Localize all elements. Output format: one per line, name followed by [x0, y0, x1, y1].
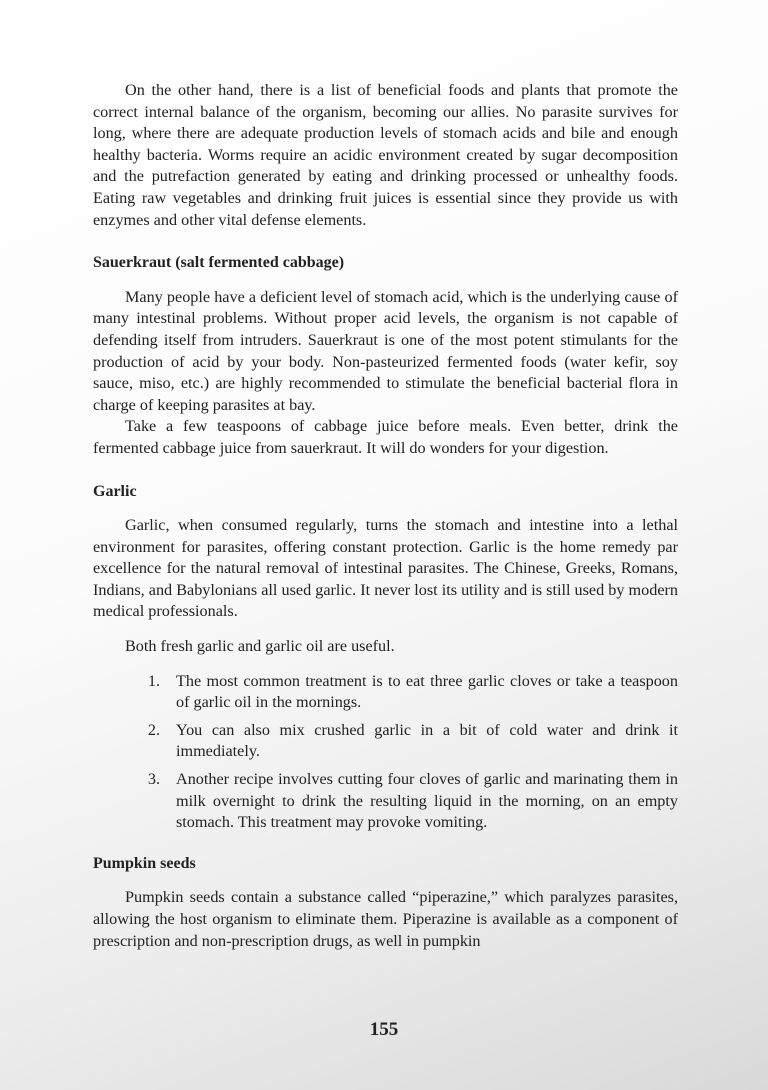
- page-number: 155: [369, 1019, 399, 1040]
- list-item: [93, 769, 678, 834]
- garlic-paragraph-2: Both fresh garlic and garlic oil are useful.: [125, 637, 395, 656]
- list-item: [93, 720, 678, 763]
- list-item-number: 2.: [147, 720, 160, 739]
- sauerkraut-paragraph-2: Take a few teaspoons of cabbage juice before meals. Even better, drink the fermented cabbage juice from sauerkraut. It will do wonders for your digestion.: [93, 417, 678, 457]
- sauerkraut-heading: Sauerkraut (salt fermented cabbage): [93, 254, 345, 272]
- garlic-heading: Garlic: [93, 482, 137, 500]
- garlic-treatment-list: [93, 671, 678, 834]
- list-item-number: 3.: [147, 770, 160, 789]
- list-item-text: You can also mix crushed garlic in a bit of cold water and drink it immediately.: [176, 720, 678, 761]
- list-item-number: 1.: [147, 671, 160, 690]
- list-item: [93, 671, 678, 714]
- garlic-paragraph-1: Garlic, when consumed regularly, turns the stomach and intestine into a lethal environment for parasites, offering constant protection. Garlic is the home remedy par excellence for the natural removal of intestinal parasites. The Chinese, Greeks, Romans, Indians, and Babylonians all used garlic. It never lost its utility and is still used by modern medical professionals.: [93, 516, 678, 621]
- sauerkraut-paragraph-1: Many people have a deficient level of stomach acid, which is the underlying cause of many intestinal problems. Without proper acid levels, the organism is not capable of defending itself from intruders. Sauerkraut is one of the most potent stimulants for the production of acid by your body. Non-pasteurized fermented foods (water kefir, soy sauce, miso, etc.) are highly recommended to stimulate the beneficial bacterial flora in charge of keeping parasites at bay.: [93, 287, 678, 414]
- pumpkin-seeds-paragraph: Pumpkin seeds contain a substance called “piperazine,” which paralyzes parasites, allowing the host organism to eliminate them. Piperazine is available as a component of prescription and non-prescription drugs, as well in pumpkin: [93, 888, 678, 950]
- intro-paragraph: On the other hand, there is a list of beneficial foods and plants that promote the correct internal balance of the organism, becoming our allies. No parasite survives for long, where there are adequate production levels of stomach acids and bile and enough healthy bacteria. Worms require an acidic environment created by sugar decomposition and the putrefaction generated by eating and drinking processed or unhealthy foods. Eating raw vegetables and drinking fruit juices is essential since they provide us with enzymes and other vital defense elements.: [93, 81, 678, 229]
- list-item-text: Another recipe involves cutting four cloves of garlic and marinating them in milk overnight to drink the resulting liquid in the morning, on an empty stomach. This treatment may provoke vomiting.: [176, 770, 678, 832]
- page-content: [93, 80, 678, 952]
- pumpkin-seeds-heading: Pumpkin seeds: [93, 854, 196, 872]
- list-item-text: The most common treatment is to eat three garlic cloves or take a teaspoon of garlic oil in the mornings.: [176, 671, 678, 712]
